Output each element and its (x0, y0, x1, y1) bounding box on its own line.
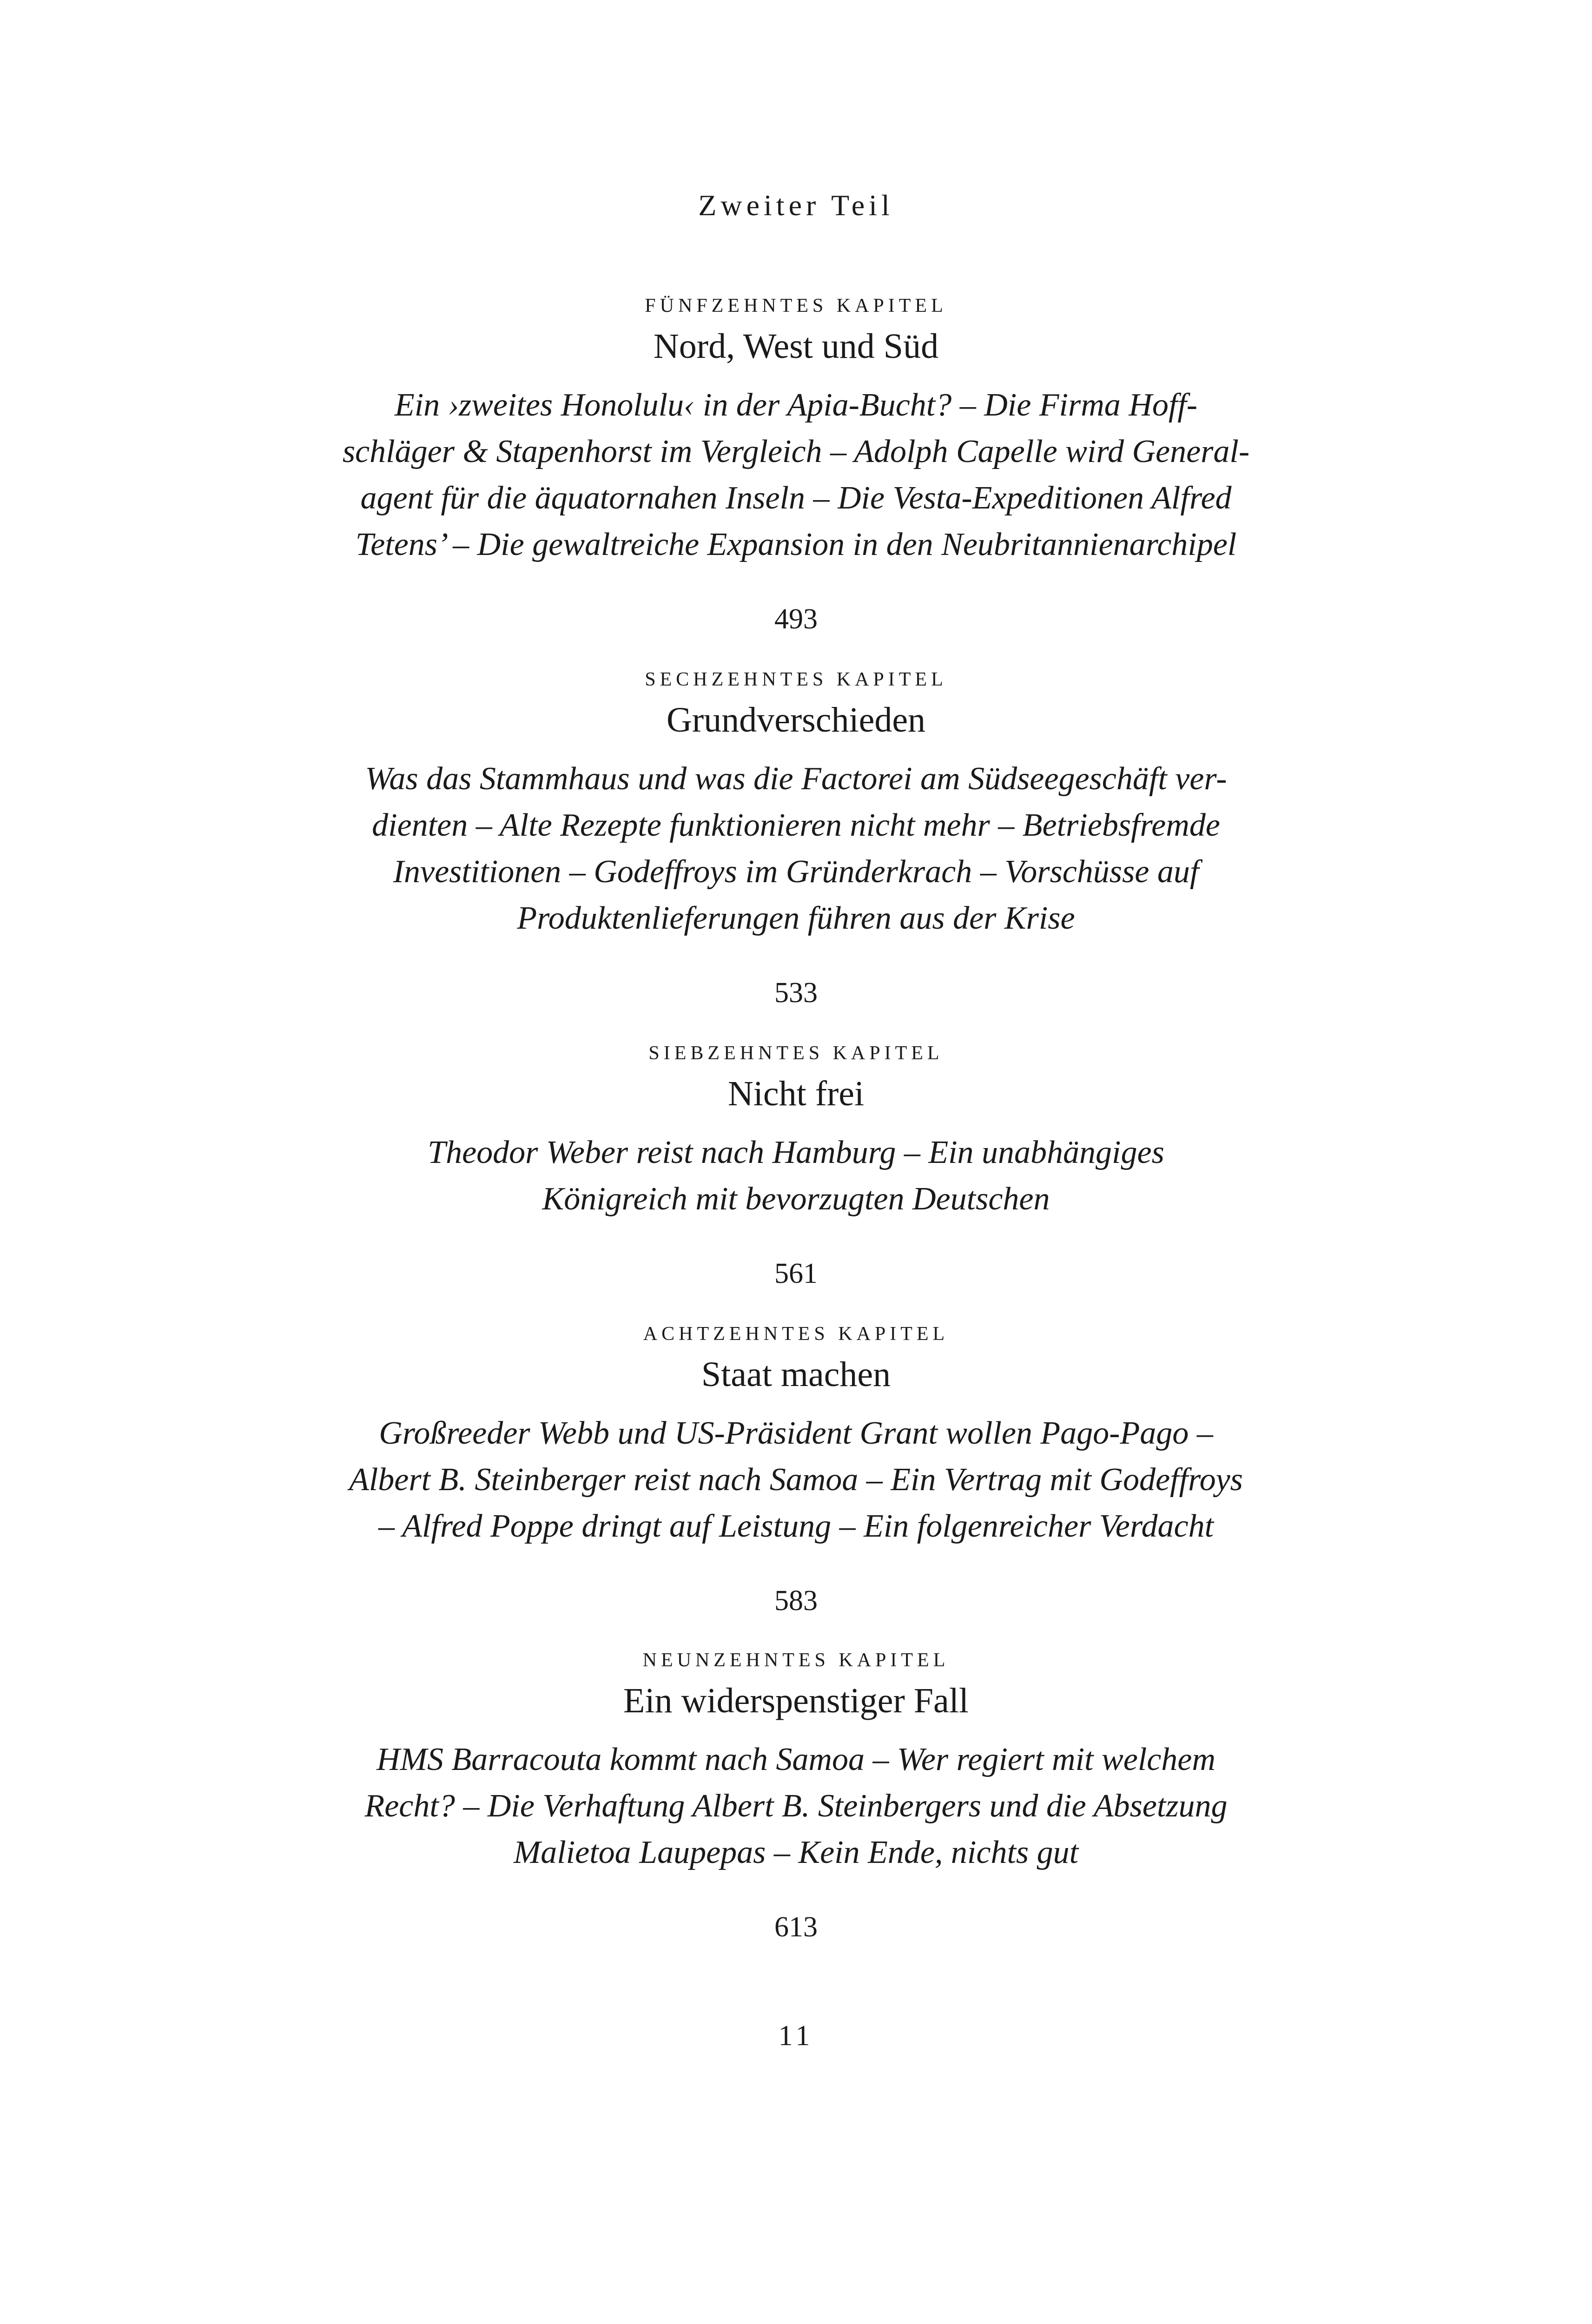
chapter-label: SIEBZEHNTES KAPITEL (648, 1043, 944, 1064)
chapter-entry-17 (0, 1039, 1592, 1292)
chapter-title: Ein widerspenstiger Fall (623, 1681, 969, 1720)
chapter-title: Nicht frei (727, 1074, 865, 1113)
chapter-description (341, 1410, 1252, 1550)
description-line: Was das Stammhaus und was die Factorei am Südseegeschäft ver- (365, 761, 1227, 797)
chapter-label: FÜNFZEHNTES KAPITEL (645, 295, 947, 317)
description-line: Königreich mit bevorzugten Deutschen (542, 1181, 1050, 1217)
chapter-label: ACHTZEHNTES KAPITEL (643, 1323, 949, 1345)
chapter-description (341, 1129, 1252, 1222)
description-line: Albert B. Steinberger reist nach Samoa – Ein Vertrag mit Godeffroys (349, 1462, 1243, 1498)
description-line: dienten – Alte Rezepte funktionieren nicht mehr – Betriebsfremde (372, 807, 1220, 843)
description-line: agent für die äquatornahen Inseln – Die Vesta-Expeditionen Alfred (360, 480, 1232, 516)
chapter-description (341, 382, 1252, 568)
chapter-page-number: 583 (774, 1585, 818, 1617)
chapter-title: Staat machen (701, 1355, 891, 1394)
description-line: Investitionen – Godeffroys im Gründerkrach – Vorschüsse auf (393, 854, 1199, 890)
chapter-label: NEUNZEHNTES KAPITEL (642, 1650, 950, 1671)
description-line: Großreeder Webb und US-Präsident Grant wollen Pago-Pago – (379, 1415, 1213, 1451)
description-line: schläger & Stapenhorst im Vergleich – Adolph Capelle wird General- (342, 434, 1250, 469)
part-title: Zweiter Teil (698, 189, 894, 222)
page-folio: 11 (778, 2020, 814, 2052)
description-line: Produktenlieferungen führen aus der Krise (517, 900, 1075, 936)
chapter-page-number: 493 (774, 603, 818, 635)
description-line: Ein ›zweites Honolulu‹ in der Apia-Bucht? – Die Firma Hoff- (394, 387, 1198, 423)
chapter-entry-16 (0, 666, 1592, 1011)
chapter-description (341, 756, 1252, 942)
description-line: Theodor Weber reist nach Hamburg – Ein unabhängiges (428, 1135, 1164, 1170)
description-line: HMS Barracouta kommt nach Samoa – Wer regiert mit welchem (377, 1742, 1215, 1777)
description-line: Recht? – Die Verhaftung Albert B. Steinbergers und die Absetzung (364, 1788, 1228, 1824)
chapter-page-number: 613 (774, 1911, 818, 1943)
chapter-entry-19 (0, 1646, 1592, 1946)
chapter-page-number: 561 (774, 1258, 818, 1289)
chapter-label: SECHZEHNTES KAPITEL (645, 669, 947, 690)
description-line: – Alfred Poppe dringt auf Leistung – Ein folgenreicher Verdacht (378, 1508, 1214, 1544)
chapter-entry-15 (0, 292, 1592, 638)
chapter-entry-18 (0, 1320, 1592, 1619)
chapter-description (341, 1736, 1252, 1876)
chapter-title: Grundverschieden (666, 700, 926, 739)
description-line: Tetens’ – Die gewaltreiche Expansion in den Neubritannienarchipel (355, 527, 1237, 562)
description-line: Malietoa Laupepas – Kein Ende, nichts gut (513, 1835, 1079, 1870)
chapter-page-number: 533 (774, 977, 818, 1009)
chapter-title: Nord, West und Süd (653, 327, 939, 366)
